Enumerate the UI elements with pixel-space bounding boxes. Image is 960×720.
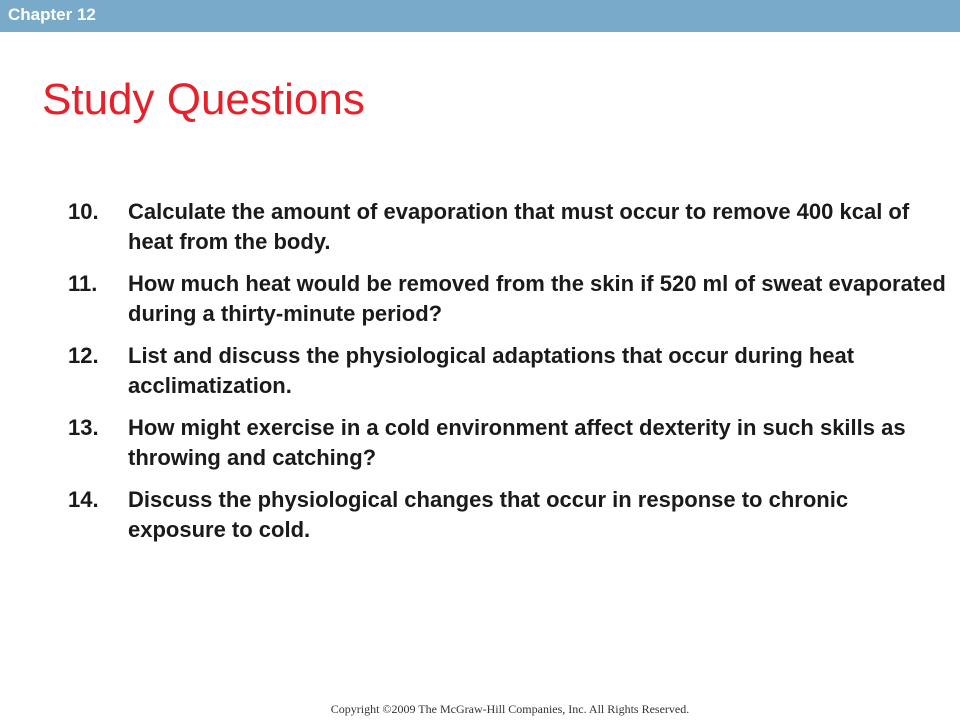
chapter-label: Chapter 12 — [8, 5, 96, 24]
question-number: 11. — [68, 271, 98, 296]
question-number: 10. — [68, 199, 99, 224]
question-number: 13. — [68, 415, 99, 440]
question-number: 12. — [68, 343, 99, 368]
question-item — [68, 269, 948, 329]
chapter-header-bar — [0, 0, 960, 32]
question-number: 14. — [68, 487, 99, 512]
question-text: Discuss the physiological changes that occur in response to chronic exposure to cold. — [128, 487, 849, 542]
copyright-notice: Copyright ©2009 The McGraw-Hill Companies, Inc. All Rights Reserved. — [330, 702, 690, 716]
question-text: How might exercise in a cold environment affect dexterity in such skills as throwing and catching? — [128, 415, 906, 470]
slide-title: Study Questions — [42, 75, 365, 124]
question-text: Calculate the amount of evaporation that must occur to remove 400 kcal of heat from the body. — [128, 199, 910, 254]
question-item — [68, 197, 948, 257]
question-item — [68, 485, 948, 545]
question-list — [68, 197, 948, 557]
question-text: List and discuss the physiological adaptations that occur during heat acclimatization. — [128, 343, 855, 398]
question-item — [68, 341, 948, 401]
question-text: How much heat would be removed from the skin if 520 ml of sweat evaporated during a thirty-minute period? — [128, 271, 946, 326]
question-item — [68, 413, 948, 473]
